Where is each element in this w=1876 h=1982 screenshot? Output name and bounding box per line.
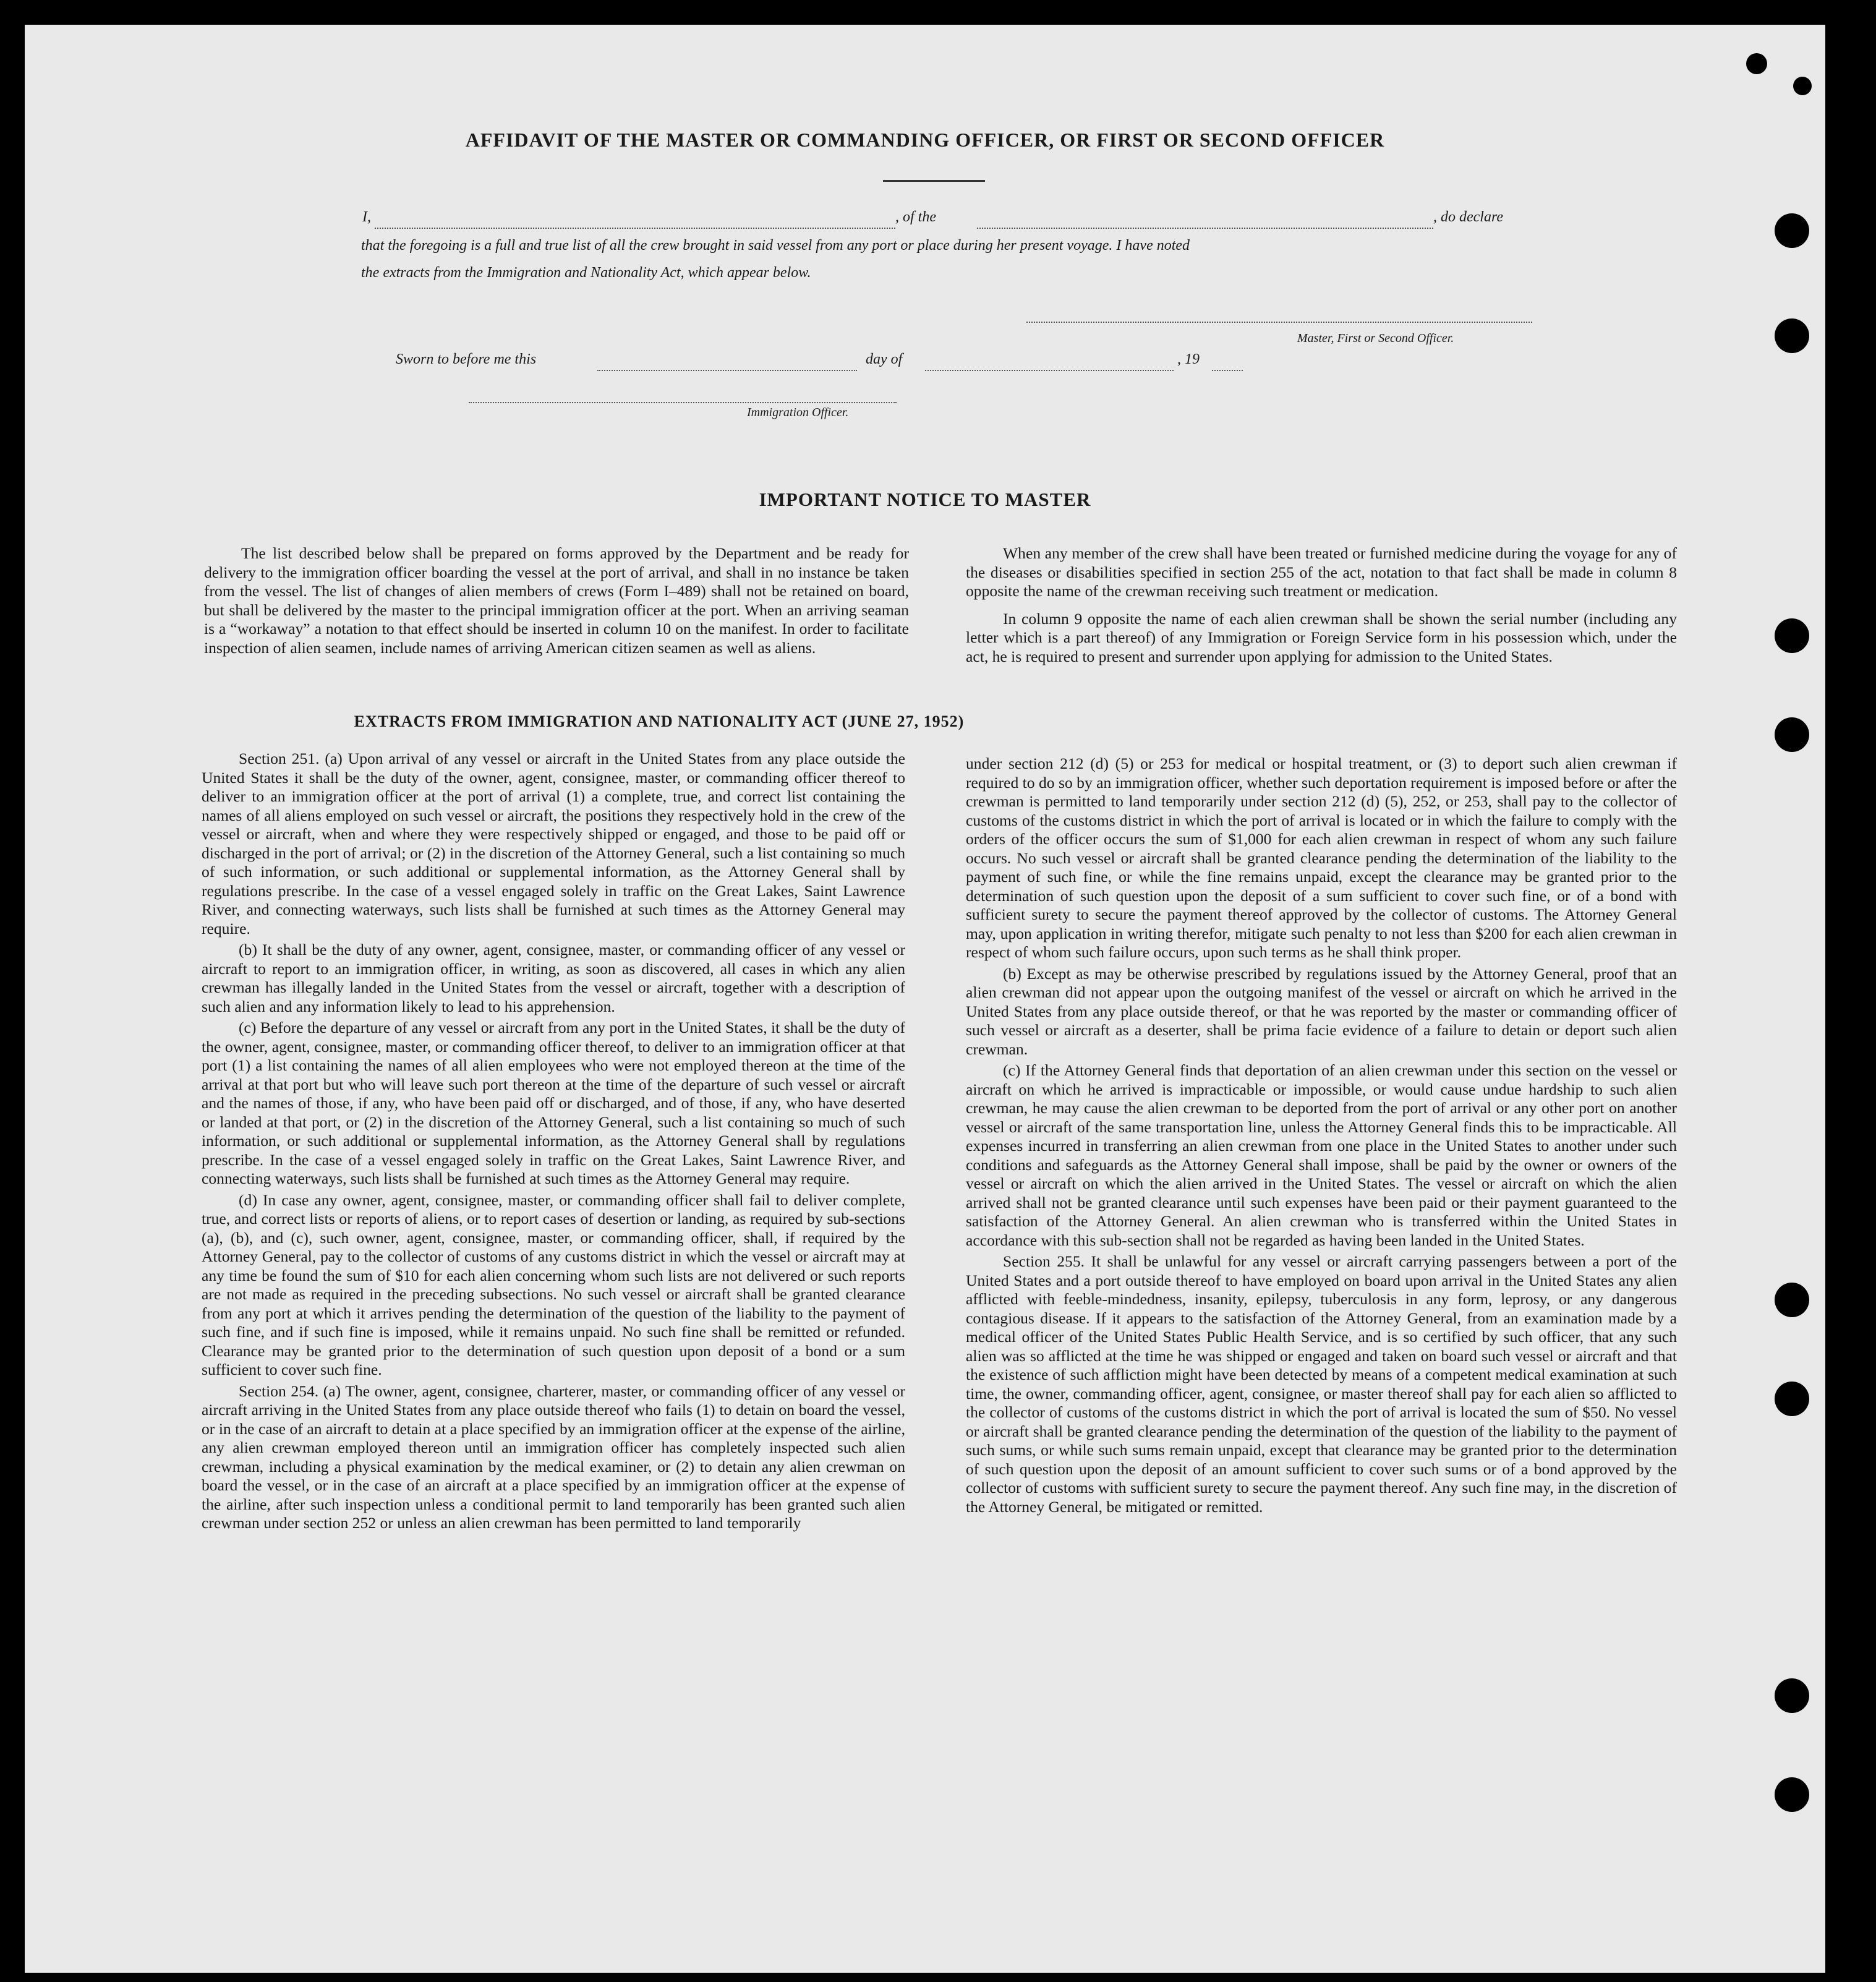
sworn-label: Sworn to before me this	[396, 351, 537, 367]
notice-title: IMPORTANT NOTICE TO MASTER	[759, 489, 1091, 510]
day-blank[interactable]	[597, 354, 857, 371]
vessel-blank[interactable]	[977, 211, 1433, 229]
section-255: Section 255. It shall be unlawful for any vessel or aircraft carrying passengers between a port of the United States and a port outside thereof to have employed on board upon arrival in the United States any alien afflicted with feeble-mindedness, insanity, epilepsy, tuberculosis in any form, leprosy, or any dangerous contagious disease. If it appears to the satisfaction of the Attorney General, from an examination made by a medical officer of the United States Public Health Service, and is so certified by such officer, that any such alien was so afflicted at the time he was shipped or engaged and taken on board such vessel or aircraft and that the existence of such affliction might have been detected by means of a competent medical examination at such time, the owner, commanding officer, agent, consignee, or master thereof shall pay for each alien so afflicted to the collector of customs of the customs district in which the port of arrival is located the sum of $50. No vessel or aircraft shall be granted clearance pending the determination of the question of the liability to the payment of such sums, or while such sums remain unpaid, except that clearance may be granted prior to the determination of such question upon the deposit of an amount sufficient to cover such sums or of a bond approved by the collector of customs with sufficient surety to secure the payment thereof. Any such fine may, in the discretion of the Attorney General, be mitigated or remitted.	[966, 1252, 1677, 1516]
extracts-left-column	[202, 750, 905, 1533]
section-251-d: (d) In case any owner, agent, consignee, master, or commanding officer shall fail to deliver complete, true, and correct lists or reports of aliens, or to report cases of desertion or landing, as required by sub-sections (a), (b), and (c), such owner, agent, consignee, master, or commanding officer, shall, if required by the Attorney General, pay to the collector of customs of any customs district in which the vessel or aircraft may at any time be found the sum of $10 for each alien concerning whom such lists are not delivered or such reports are not made as required in the preceding subsections. No such vessel or aircraft shall be granted clearance from any port at which it arrives pending the determination of the question of the liability to the payment of such fine, and if such fine is imposed, while it remains unpaid. No such fine shall be remitted or refunded. Clearance may be granted prior to the determination of such question upon deposit of a bond or a sum sufficient to cover such fine.	[202, 1190, 905, 1378]
affidavit-title: AFFIDAVIT OF THE MASTER OR COMMANDING OFFICER, OR FIRST OR SECOND OFFICER	[465, 129, 1385, 151]
punch-hole	[1775, 318, 1809, 353]
notice-left-paragraph: The list described below shall be prepared on forms approved by the Department and be ready for delivery to the immigration officer boarding the vessel at the port of arrival, and shall in no instance be taken from the vessel. The list of changes of alien members of crews (Form I–489) shall not be retained on board, but shall be delivered by the master to the principal immigration officer at the port. When an arriving seaman is a “workaway” a notation to that effect should be inserted in column 10 on the manifest. In order to facilitate inspection of alien seamen, include names of arriving American citizen seamen as well as aliens.	[204, 544, 909, 657]
signature-line[interactable]	[1026, 310, 1532, 323]
officer-caption: Immigration Officer.	[747, 406, 849, 419]
section-251-c: (c) Before the departure of any vessel or aircraft from any port in the United States, it shall be the duty of the owner, agent, consignee, master, or commanding officer thereof, to deliver to an immigration officer at that port (1) a list containing the names of all alien employees who were not employed thereon at the time of the arrival at that port but who will leave such port thereon at the time of the departure of such vessel or aircraft and the names of those, if any, who have been paid off or discharged, and of those, if any, who have deserted or landed at that port, or (2) in the discretion of the Attorney General, such a list containing so much of such information, or such additional or supplemental information, as the Attorney General shall by regulations prescribe. In the case of a vessel engaged solely in traffic on the Great Lakes, Saint Lawrence River, and connecting waterways, such lists shall be furnished at such times as the Attorney General may require.	[202, 1019, 905, 1187]
punch-hole	[1775, 618, 1809, 653]
punch-hole	[1775, 1283, 1809, 1317]
month-blank[interactable]	[925, 354, 1174, 371]
section-251-a: Section 251. (a) Upon arrival of any vessel or aircraft in the United States from any place outside the United States it shall be the duty of the owner, agent, consignee, master, or commanding officer thereof to deliver to an immigration officer at the port of arrival (1) a complete, true, and correct list containing the names of all aliens employed on such vessel or aircraft, the positions they respectively hold in the crew of the vessel or aircraft, when and where they were respectively shipped or engaged, and those to be paid off or discharged in the port of arrival; or (2) in the discretion of the Attorney General, such a list containing so much of such information, or such additional or supplemental information, as the Attorney General shall by regulations prescribe. In the case of a vessel engaged solely in traffic on the Great Lakes, Saint Lawrence River, and connecting waterways, such lists shall be furnished at such times as the Attorney General may require.	[202, 750, 905, 938]
punch-hole	[1775, 1777, 1809, 1812]
punch-hole	[1775, 717, 1809, 752]
day-of-label: day of	[866, 351, 903, 367]
signer-caption: Master, First or Second Officer.	[1297, 331, 1454, 345]
punch-hole	[1775, 213, 1809, 248]
declare-i-label: I,	[362, 209, 371, 225]
declaration-line-3: the extracts from the Immigration and Nationality Act, which appear below.	[361, 265, 811, 281]
year-blank[interactable]	[1212, 354, 1243, 371]
section-254-c: (c) If the Attorney General finds that deportation of an alien crewman under this section on the vessel or aircraft on which he arrived is impracticable or impossible, or would cause undue hardship to such alien crewman, he may cause the alien crewman to be deported from the port of arrival or any other port on another vessel or aircraft of the same transportation line, unless the Attorney General finds this to be impracticable. All expenses incurred in transferring an alien crewman from one place in the United States to another under such conditions and safeguards as the Attorney General shall impose, shall be paid by the owner or owners of the vessel or aircraft on which the alien arrived in the United States. The vessel or aircraft on which the alien arrived shall not be granted clearance until such expenses have been paid or their payment guaranteed to the satisfaction of the Attorney General. An alien crewman who is transferred within the United States in accordance with this sub-section shall not be regarded as having been landed in the United States.	[966, 1061, 1677, 1249]
notice-right-paragraph-1: When any member of the crew shall have been treated or furnished medicine during the voyage for any of the diseases or disabilities specified in section 255 of the act, notation to that fact shall be made in column 8 opposite the name of the crewman receiving such treatment or medication.	[966, 544, 1677, 600]
do-declare-label: , do declare	[1433, 209, 1504, 225]
of-the-label: , of the	[895, 209, 936, 225]
year-label: , 19	[1177, 351, 1200, 367]
section-254-a-continued: under section 212 (d) (5) or 253 for medical or hospital treatment, or (3) to deport such alien crewman if required to do so by an immigration officer, whether such deportation requirement is imposed before or after the crewman is permitted to land temporarily under section 212 (d) (5), 252, or 253, shall pay to the collector of customs of the customs district in which the port of arrival is located or in which the failure to comply with the orders of the officer occurs the sum of $1,000 for each alien crewman in respect of whom any such failure occurs. No such vessel or aircraft shall be granted clearance pending the determination of the liability to the payment of such fine, or while the fine remains unpaid, except the clearance may be granted prior to the determination of such question upon the deposit of a sum sufficient to cover such fine, or of a bond with sufficient surety to secure the payment thereof approved by the collector of customs. The Attorney General may, upon application in writing therefor, mitigate such penalty to not less than $200 for each alien crewman in respect of whom such failure occurs, upon such terms as he shall think proper.	[966, 754, 1677, 961]
section-251-b: (b) It shall be the duty of any owner, agent, consignee, master, or commanding officer of any vessel or aircraft to report to an immigration officer, in writing, as soon as discovered, all cases in which any alien crewman has illegally landed in the United States from the vessel or aircraft, together with a description of such alien and any information likely to lead to his apprehension.	[202, 941, 905, 1015]
declaration-line-2: that the foregoing is a full and true list of all the crew brought in said vessel from any port or place during her present voyage. I have noted	[361, 237, 1190, 254]
officer-signature-line[interactable]	[469, 391, 897, 403]
section-254-b: (b) Except as may be otherwise prescribed by regulations issued by the Attorney General, proof that an alien crewman did not appear upon the outgoing manifest of the vessel or aircraft on which he arrived in the United States from any place outside thereof, or that he was reported by the master or commanding officer of such vessel or aircraft as a deserter, shall be prima facie evidence of a failure to detain or deport such alien crewman.	[966, 964, 1677, 1058]
punch-hole	[1746, 53, 1767, 74]
extracts-title: EXTRACTS FROM IMMIGRATION AND NATIONALITY ACT (JUNE 27, 1952)	[354, 712, 965, 730]
section-254-a: Section 254. (a) The owner, agent, consignee, charterer, master, or commanding officer of any vessel or aircraft arriving in the United States from any place outside thereof who fails (1) to detain on board the vessel, or in the case of an aircraft to detain at a place specified by an immigration officer at the expense of the airline, any alien crewman employed thereon until an immigration officer has completely inspected such alien crewman, including a physical examination by the medical examiner, or (2) to detain any alien crewman on board the vessel, or in the case of an aircraft at a place specified by an immigration officer at the expense of the airline, after such inspection unless a conditional permit to land temporarily has been granted such alien crewman under section 252 or unless an alien crewman has been permitted to land temporarily	[202, 1382, 905, 1532]
extracts-right-column	[966, 754, 1677, 1516]
name-blank[interactable]	[375, 211, 895, 229]
title-rule	[883, 180, 985, 182]
punch-hole	[1793, 77, 1812, 95]
notice-left-column	[204, 544, 909, 657]
punch-hole	[1775, 1678, 1809, 1713]
punch-hole	[1775, 1382, 1809, 1416]
notice-right-column	[966, 544, 1677, 666]
notice-right-paragraph-2: In column 9 opposite the name of each alien crewman shall be shown the serial number (including any letter which is a part thereof) of any Immigration or Foreign Service form in his possession which, under the act, he is required to present and surrender upon applying for admission to the United States.	[966, 609, 1677, 665]
